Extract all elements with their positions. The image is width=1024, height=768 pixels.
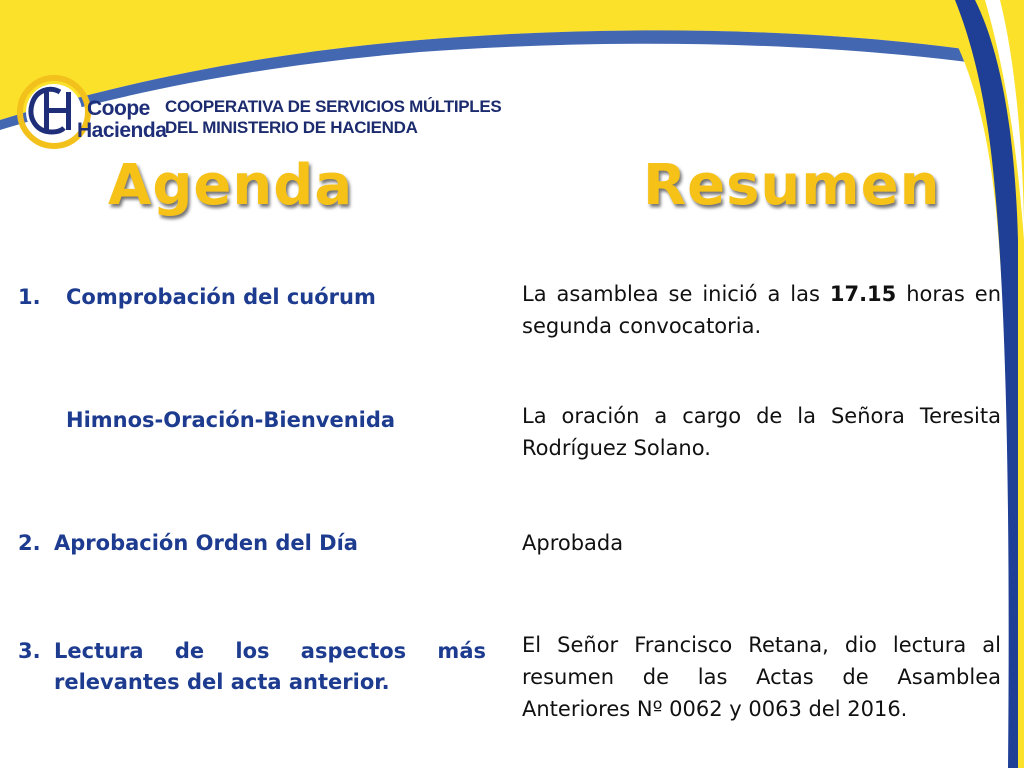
agenda-item-number: 1. [18,285,41,309]
organization-name [165,96,501,138]
logo-word-hacienda: Hacienda [77,119,167,142]
summary-item-3: Aprobada [522,531,624,555]
summary-item-2: La oración a cargo de la Señora Teresita Rodríguez Solano. [522,404,1001,460]
agenda-heading: Agenda [108,153,354,218]
organization-name-line-2: DEL MINISTERIO DE HACIENDA [165,118,418,137]
agenda-item-number: 3. [18,639,41,663]
agenda-item-3 [18,528,358,559]
logo-word-coope: Coope [87,97,150,120]
agenda-item-text: Aprobación Orden del Día [54,531,358,555]
resumen-heading: Resumen [643,153,941,218]
summary-item-4: El Señor Francisco Retana, dio lectura al resumen de las Actas de Asamblea Anteriores Nº 0062 y 0063 del 2016. [522,633,1001,721]
summary-text-after: horas en segunda convocatoria. [522,282,1001,338]
agenda-item-text: Himnos-Oración-Bienvenida [66,408,396,432]
agenda-item-text: Lectura de los aspectos más relevantes del acta anterior. [54,639,486,694]
agenda-item-2 [66,405,395,436]
organization-name-line-1: COOPERATIVA DE SERVICIOS MÚLTIPLES [165,97,502,116]
agenda-item-4 [18,636,486,698]
agenda-item-number: 2. [18,531,41,555]
summary-time: 17.15 [829,282,897,306]
summary-item-1 [522,278,1001,342]
agenda-item-text: Comprobación del cuórum [66,285,376,309]
summary-text-before: La asamblea se inició a las [522,282,830,306]
agenda-item-1 [18,282,376,313]
